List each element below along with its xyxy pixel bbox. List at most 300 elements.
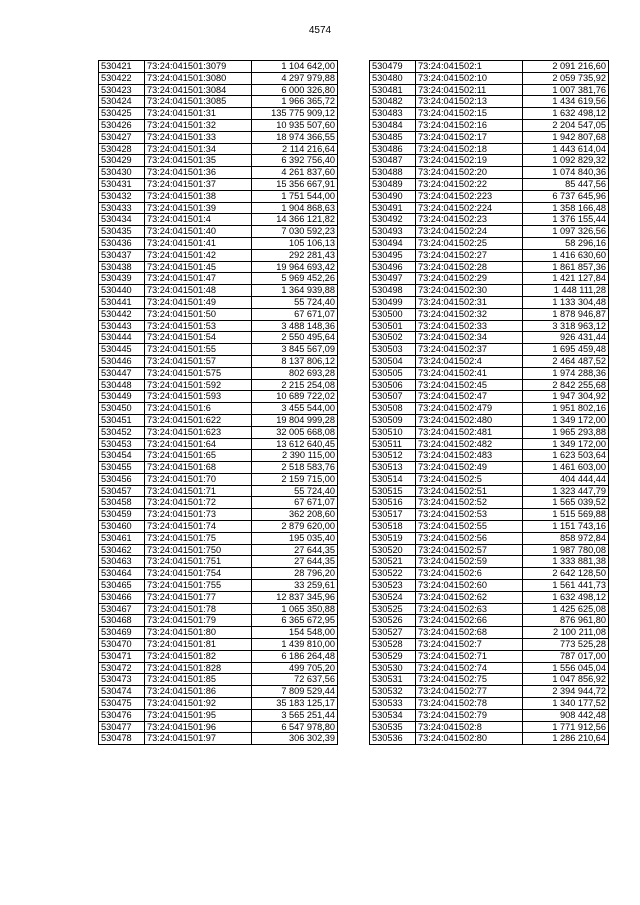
cadastral-value: 1 425 625,08 — [523, 603, 609, 615]
cadastral-value: 1 561 441,73 — [523, 580, 609, 592]
row-number: 530442 — [99, 308, 145, 320]
cadastral-value: 1 340 177,52 — [523, 698, 609, 710]
cadastral-number: 73:24:041501:80 — [145, 627, 252, 639]
row-number: 530454 — [99, 450, 145, 462]
cadastral-number: 73:24:041501:55 — [145, 344, 252, 356]
cadastral-table-right — [369, 60, 609, 745]
cadastral-number: 73:24:041501:34 — [145, 143, 252, 155]
cadastral-number: 73:24:041501:78 — [145, 603, 252, 615]
table-row — [99, 603, 338, 615]
row-number: 530477 — [99, 721, 145, 733]
table-row — [370, 591, 609, 603]
table-row — [370, 497, 609, 509]
cadastral-value: 2 159 715,00 — [252, 473, 338, 485]
cadastral-value: 1 987 780,08 — [523, 544, 609, 556]
cadastral-value: 67 671,07 — [252, 497, 338, 509]
row-number: 530446 — [99, 355, 145, 367]
table-row — [99, 580, 338, 592]
cadastral-value: 2 518 583,76 — [252, 462, 338, 474]
cadastral-number: 73:24:041502:49 — [416, 462, 523, 474]
cadastral-value: 1 065 350,88 — [252, 603, 338, 615]
row-number: 530500 — [370, 308, 416, 320]
cadastral-number: 73:24:041502:45 — [416, 379, 523, 391]
row-number: 530509 — [370, 414, 416, 426]
row-number: 530533 — [370, 698, 416, 710]
table-row — [370, 603, 609, 615]
cadastral-number: 73:24:041501:54 — [145, 332, 252, 344]
cadastral-number: 73:24:041502:55 — [416, 521, 523, 533]
cadastral-value: 1 751 544,00 — [252, 190, 338, 202]
table-row — [99, 544, 338, 556]
cadastral-number: 73:24:041502:17 — [416, 131, 523, 143]
cadastral-number: 73:24:041501:95 — [145, 709, 252, 721]
cadastral-value: 6 392 756,40 — [252, 155, 338, 167]
cadastral-value: 1 771 912,56 — [523, 721, 609, 733]
row-number: 530497 — [370, 273, 416, 285]
row-number: 530459 — [99, 509, 145, 521]
cadastral-value: 55 724,40 — [252, 485, 338, 497]
table-row — [99, 332, 338, 344]
cadastral-value: 2 059 735,92 — [523, 72, 609, 84]
cadastral-number: 73:24:041502:6 — [416, 568, 523, 580]
cadastral-number: 73:24:041502:16 — [416, 119, 523, 131]
table-row — [99, 662, 338, 674]
row-number: 530499 — [370, 296, 416, 308]
table-row — [370, 686, 609, 698]
table-row — [99, 733, 338, 745]
row-number: 530467 — [99, 603, 145, 615]
cadastral-value: 499 705,20 — [252, 662, 338, 674]
row-number: 530422 — [99, 72, 145, 84]
cadastral-number: 73:24:041501:65 — [145, 450, 252, 462]
table-row — [370, 403, 609, 415]
cadastral-value: 1 878 946,87 — [523, 308, 609, 320]
table-row — [370, 627, 609, 639]
table-row — [370, 226, 609, 238]
cadastral-number: 73:24:041502:19 — [416, 155, 523, 167]
table-row — [99, 202, 338, 214]
cadastral-number: 73:24:041501:32 — [145, 119, 252, 131]
table-row — [370, 426, 609, 438]
cadastral-value: 154 548,00 — [252, 627, 338, 639]
table-row — [99, 119, 338, 131]
cadastral-value: 404 444,44 — [523, 473, 609, 485]
cadastral-value: 6 186 264,48 — [252, 650, 338, 662]
row-number: 530532 — [370, 686, 416, 698]
row-number: 530529 — [370, 650, 416, 662]
cadastral-number: 73:24:041501:751 — [145, 556, 252, 568]
cadastral-number: 73:24:041502:37 — [416, 344, 523, 356]
row-number: 530492 — [370, 214, 416, 226]
cadastral-value: 802 693,28 — [252, 367, 338, 379]
row-number: 530493 — [370, 226, 416, 238]
row-number: 530487 — [370, 155, 416, 167]
cadastral-number: 73:24:041502:79 — [416, 709, 523, 721]
cadastral-value: 10 935 507,60 — [252, 119, 338, 131]
cadastral-value: 2 215 254,08 — [252, 379, 338, 391]
row-number: 530431 — [99, 178, 145, 190]
cadastral-value: 6 000 326,80 — [252, 84, 338, 96]
cadastral-number: 73:24:041501:45 — [145, 261, 252, 273]
cadastral-value: 1 965 293,88 — [523, 426, 609, 438]
row-number: 530439 — [99, 273, 145, 285]
cadastral-number: 73:24:041501:754 — [145, 568, 252, 580]
table-row — [99, 131, 338, 143]
cadastral-number: 73:24:041501:6 — [145, 403, 252, 415]
table-row — [370, 202, 609, 214]
cadastral-value: 15 356 667,91 — [252, 178, 338, 190]
cadastral-number: 73:24:041502:20 — [416, 167, 523, 179]
table-row — [370, 698, 609, 710]
row-number: 530518 — [370, 521, 416, 533]
page-number: 4574 — [308, 25, 332, 36]
row-number: 530432 — [99, 190, 145, 202]
cadastral-value: 1 376 155,44 — [523, 214, 609, 226]
table-row — [99, 61, 338, 73]
cadastral-value: 14 366 121,82 — [252, 214, 338, 226]
cadastral-value: 1 695 459,48 — [523, 344, 609, 356]
table-row — [370, 61, 609, 73]
cadastral-number: 73:24:041501:92 — [145, 698, 252, 710]
cadastral-number: 73:24:041502:480 — [416, 414, 523, 426]
table-row — [99, 367, 338, 379]
cadastral-number: 73:24:041502:51 — [416, 485, 523, 497]
table-row — [370, 108, 609, 120]
row-number: 530452 — [99, 426, 145, 438]
row-number: 530481 — [370, 84, 416, 96]
table-row — [370, 674, 609, 686]
cadastral-value: 2 204 547,05 — [523, 119, 609, 131]
cadastral-number: 73:24:041501:33 — [145, 131, 252, 143]
table-row — [370, 72, 609, 84]
table-row — [370, 273, 609, 285]
cadastral-number: 73:24:041501:97 — [145, 733, 252, 745]
row-number: 530473 — [99, 674, 145, 686]
table-row — [99, 473, 338, 485]
row-number: 530479 — [370, 61, 416, 73]
cadastral-number: 73:24:041501:38 — [145, 190, 252, 202]
cadastral-number: 73:24:041502:75 — [416, 674, 523, 686]
cadastral-number: 73:24:041501:622 — [145, 414, 252, 426]
table-row — [370, 261, 609, 273]
table-row — [370, 285, 609, 297]
cadastral-number: 73:24:041501:623 — [145, 426, 252, 438]
table-row — [99, 556, 338, 568]
row-number: 530468 — [99, 615, 145, 627]
table-row — [99, 721, 338, 733]
cadastral-number: 73:24:041501:74 — [145, 521, 252, 533]
row-number: 530528 — [370, 639, 416, 651]
cadastral-value: 1 556 045,04 — [523, 662, 609, 674]
table-row — [99, 296, 338, 308]
cadastral-value: 876 961,80 — [523, 615, 609, 627]
row-number: 530490 — [370, 190, 416, 202]
table-row — [370, 296, 609, 308]
row-number: 530527 — [370, 627, 416, 639]
table-row — [370, 178, 609, 190]
cadastral-value: 3 455 544,00 — [252, 403, 338, 415]
table-row — [370, 733, 609, 745]
cadastral-value: 1 074 840,36 — [523, 167, 609, 179]
table-row — [99, 686, 338, 698]
cadastral-value: 195 035,40 — [252, 532, 338, 544]
cadastral-number: 73:24:041501:37 — [145, 178, 252, 190]
table-row — [99, 249, 338, 261]
row-number: 530519 — [370, 532, 416, 544]
row-number: 530483 — [370, 108, 416, 120]
cadastral-number: 73:24:041502:13 — [416, 96, 523, 108]
cadastral-value: 1 323 447,79 — [523, 485, 609, 497]
cadastral-value: 2 394 944,72 — [523, 686, 609, 698]
cadastral-number: 73:24:041502:4 — [416, 355, 523, 367]
cadastral-value: 908 442,48 — [523, 709, 609, 721]
cadastral-number: 73:24:041502:32 — [416, 308, 523, 320]
table-row — [370, 438, 609, 450]
cadastral-number: 73:24:041501:79 — [145, 615, 252, 627]
cadastral-value: 28 796,20 — [252, 568, 338, 580]
row-number: 530505 — [370, 367, 416, 379]
cadastral-value: 1 434 619,56 — [523, 96, 609, 108]
row-number: 530427 — [99, 131, 145, 143]
table-row — [99, 285, 338, 297]
cadastral-value: 306 302,39 — [252, 733, 338, 745]
cadastral-value: 1 151 743,16 — [523, 521, 609, 533]
cadastral-value: 6 547 978,80 — [252, 721, 338, 733]
row-number: 530525 — [370, 603, 416, 615]
cadastral-number: 73:24:041501:71 — [145, 485, 252, 497]
cadastral-number: 73:24:041501:35 — [145, 155, 252, 167]
cadastral-number: 73:24:041501:40 — [145, 226, 252, 238]
cadastral-number: 73:24:041502:223 — [416, 190, 523, 202]
cadastral-number: 73:24:041502:11 — [416, 84, 523, 96]
cadastral-number: 73:24:041501:81 — [145, 639, 252, 651]
table-row — [99, 450, 338, 462]
row-number: 530504 — [370, 355, 416, 367]
cadastral-number: 73:24:041502:18 — [416, 143, 523, 155]
cadastral-value: 2 550 495,64 — [252, 332, 338, 344]
table-row — [99, 485, 338, 497]
row-number: 530453 — [99, 438, 145, 450]
cadastral-value: 1 904 868,63 — [252, 202, 338, 214]
row-number: 530488 — [370, 167, 416, 179]
cadastral-number: 73:24:041501:75 — [145, 532, 252, 544]
row-number: 530461 — [99, 532, 145, 544]
cadastral-number: 73:24:041502:28 — [416, 261, 523, 273]
table-row — [370, 485, 609, 497]
table-row — [370, 167, 609, 179]
cadastral-value: 3 488 148,36 — [252, 320, 338, 332]
row-number: 530425 — [99, 108, 145, 120]
cadastral-number: 73:24:041501:592 — [145, 379, 252, 391]
table-row — [370, 662, 609, 674]
cadastral-value: 2 390 115,00 — [252, 450, 338, 462]
table-row — [99, 308, 338, 320]
cadastral-number: 73:24:041501:64 — [145, 438, 252, 450]
cadastral-value: 1 358 166,48 — [523, 202, 609, 214]
cadastral-number: 73:24:041502:29 — [416, 273, 523, 285]
row-number: 530503 — [370, 344, 416, 356]
cadastral-number: 73:24:041502:63 — [416, 603, 523, 615]
cadastral-value: 858 972,84 — [523, 532, 609, 544]
row-number: 530495 — [370, 249, 416, 261]
row-number: 530484 — [370, 119, 416, 131]
cadastral-number: 73:24:041502:74 — [416, 662, 523, 674]
cadastral-value: 292 281,43 — [252, 249, 338, 261]
row-number: 530517 — [370, 509, 416, 521]
row-number: 530470 — [99, 639, 145, 651]
row-number: 530475 — [99, 698, 145, 710]
table-row — [370, 650, 609, 662]
cadastral-value: 1 349 172,00 — [523, 438, 609, 450]
row-number: 530482 — [370, 96, 416, 108]
table-row — [99, 568, 338, 580]
row-number: 530460 — [99, 521, 145, 533]
cadastral-value: 13 612 640,45 — [252, 438, 338, 450]
row-number: 530435 — [99, 226, 145, 238]
table-row — [99, 509, 338, 521]
table-row — [370, 639, 609, 651]
cadastral-number: 73:24:041501:47 — [145, 273, 252, 285]
table-row — [370, 131, 609, 143]
cadastral-number: 73:24:041502:59 — [416, 556, 523, 568]
cadastral-number: 73:24:041502:5 — [416, 473, 523, 485]
table-row — [370, 462, 609, 474]
cadastral-value: 5 969 452,26 — [252, 273, 338, 285]
cadastral-value: 926 431,44 — [523, 332, 609, 344]
cadastral-value: 1 443 614,04 — [523, 143, 609, 155]
row-number: 530501 — [370, 320, 416, 332]
row-number: 530480 — [370, 72, 416, 84]
cadastral-number: 73:24:041502:56 — [416, 532, 523, 544]
row-number: 530426 — [99, 119, 145, 131]
cadastral-number: 73:24:041501:48 — [145, 285, 252, 297]
row-number: 530455 — [99, 462, 145, 474]
cadastral-number: 73:24:041501:96 — [145, 721, 252, 733]
table-row — [370, 143, 609, 155]
table-row — [99, 438, 338, 450]
cadastral-value: 55 724,40 — [252, 296, 338, 308]
row-number: 530438 — [99, 261, 145, 273]
cadastral-value: 1 632 498,12 — [523, 108, 609, 120]
table-row — [99, 167, 338, 179]
cadastral-number: 73:24:041502:15 — [416, 108, 523, 120]
cadastral-number: 73:24:041501:49 — [145, 296, 252, 308]
table-row — [370, 580, 609, 592]
table-row — [370, 96, 609, 108]
table-row — [99, 84, 338, 96]
table-row — [99, 237, 338, 249]
cadastral-number: 73:24:041501:39 — [145, 202, 252, 214]
row-number: 530430 — [99, 167, 145, 179]
cadastral-value: 8 137 806,12 — [252, 355, 338, 367]
row-number: 530444 — [99, 332, 145, 344]
cadastral-value: 85 447,56 — [523, 178, 609, 190]
row-number: 530434 — [99, 214, 145, 226]
table-row — [370, 379, 609, 391]
row-number: 530496 — [370, 261, 416, 273]
cadastral-value: 2 642 128,50 — [523, 568, 609, 580]
table-row — [370, 532, 609, 544]
table-row — [99, 403, 338, 415]
table-row — [99, 355, 338, 367]
cadastral-value: 1 421 127,84 — [523, 273, 609, 285]
cadastral-value: 1 007 381,76 — [523, 84, 609, 96]
cadastral-number: 73:24:041501:593 — [145, 391, 252, 403]
cadastral-value: 1 364 939,88 — [252, 285, 338, 297]
table-row — [99, 190, 338, 202]
cadastral-number: 73:24:041502:80 — [416, 733, 523, 745]
cadastral-number: 73:24:041501:755 — [145, 580, 252, 592]
cadastral-number: 73:24:041502:66 — [416, 615, 523, 627]
cadastral-value: 1 632 498,12 — [523, 591, 609, 603]
cadastral-value: 10 689 722,02 — [252, 391, 338, 403]
row-number: 530464 — [99, 568, 145, 580]
cadastral-value: 1 623 503,64 — [523, 450, 609, 462]
row-number: 530423 — [99, 84, 145, 96]
cadastral-value: 18 974 366,55 — [252, 131, 338, 143]
table-row — [99, 344, 338, 356]
cadastral-number: 73:24:041501:42 — [145, 249, 252, 261]
cadastral-number: 73:24:041502:41 — [416, 367, 523, 379]
cadastral-value: 3 565 251,44 — [252, 709, 338, 721]
cadastral-value: 1 461 603,00 — [523, 462, 609, 474]
row-number: 530450 — [99, 403, 145, 415]
row-number: 530469 — [99, 627, 145, 639]
cadastral-value: 27 644,35 — [252, 556, 338, 568]
cadastral-number: 73:24:041501:73 — [145, 509, 252, 521]
table-row — [370, 709, 609, 721]
row-number: 530511 — [370, 438, 416, 450]
cadastral-number: 73:24:041501:86 — [145, 686, 252, 698]
table-row — [99, 226, 338, 238]
row-number: 530447 — [99, 367, 145, 379]
row-number: 530440 — [99, 285, 145, 297]
table-row — [370, 344, 609, 356]
cadastral-number: 73:24:041502:77 — [416, 686, 523, 698]
cadastral-number: 73:24:041501:53 — [145, 320, 252, 332]
cadastral-value: 33 259,61 — [252, 580, 338, 592]
cadastral-value: 1 861 857,36 — [523, 261, 609, 273]
cadastral-value: 1 515 569,88 — [523, 509, 609, 521]
cadastral-number: 73:24:041501:3085 — [145, 96, 252, 108]
row-number: 530513 — [370, 462, 416, 474]
cadastral-number: 73:24:041502:34 — [416, 332, 523, 344]
table-row — [99, 426, 338, 438]
row-number: 530448 — [99, 379, 145, 391]
row-number: 530437 — [99, 249, 145, 261]
cadastral-value: 7 809 529,44 — [252, 686, 338, 698]
cadastral-value: 2 114 216,64 — [252, 143, 338, 155]
table-row — [99, 650, 338, 662]
cadastral-number: 73:24:041501:82 — [145, 650, 252, 662]
cadastral-number: 73:24:041502:33 — [416, 320, 523, 332]
cadastral-number: 73:24:041502:47 — [416, 391, 523, 403]
table-row — [99, 72, 338, 84]
cadastral-number: 73:24:041501:3080 — [145, 72, 252, 84]
cadastral-value: 1 951 802,16 — [523, 403, 609, 415]
table-row — [99, 698, 338, 710]
table-row — [99, 155, 338, 167]
cadastral-value: 7 030 592,23 — [252, 226, 338, 238]
cadastral-value: 4 297 979,88 — [252, 72, 338, 84]
row-number: 530465 — [99, 580, 145, 592]
cadastral-number: 73:24:041502:57 — [416, 544, 523, 556]
table-row — [370, 155, 609, 167]
row-number: 530466 — [99, 591, 145, 603]
row-number: 530472 — [99, 662, 145, 674]
cadastral-value: 1 966 365,72 — [252, 96, 338, 108]
row-number: 530458 — [99, 497, 145, 509]
